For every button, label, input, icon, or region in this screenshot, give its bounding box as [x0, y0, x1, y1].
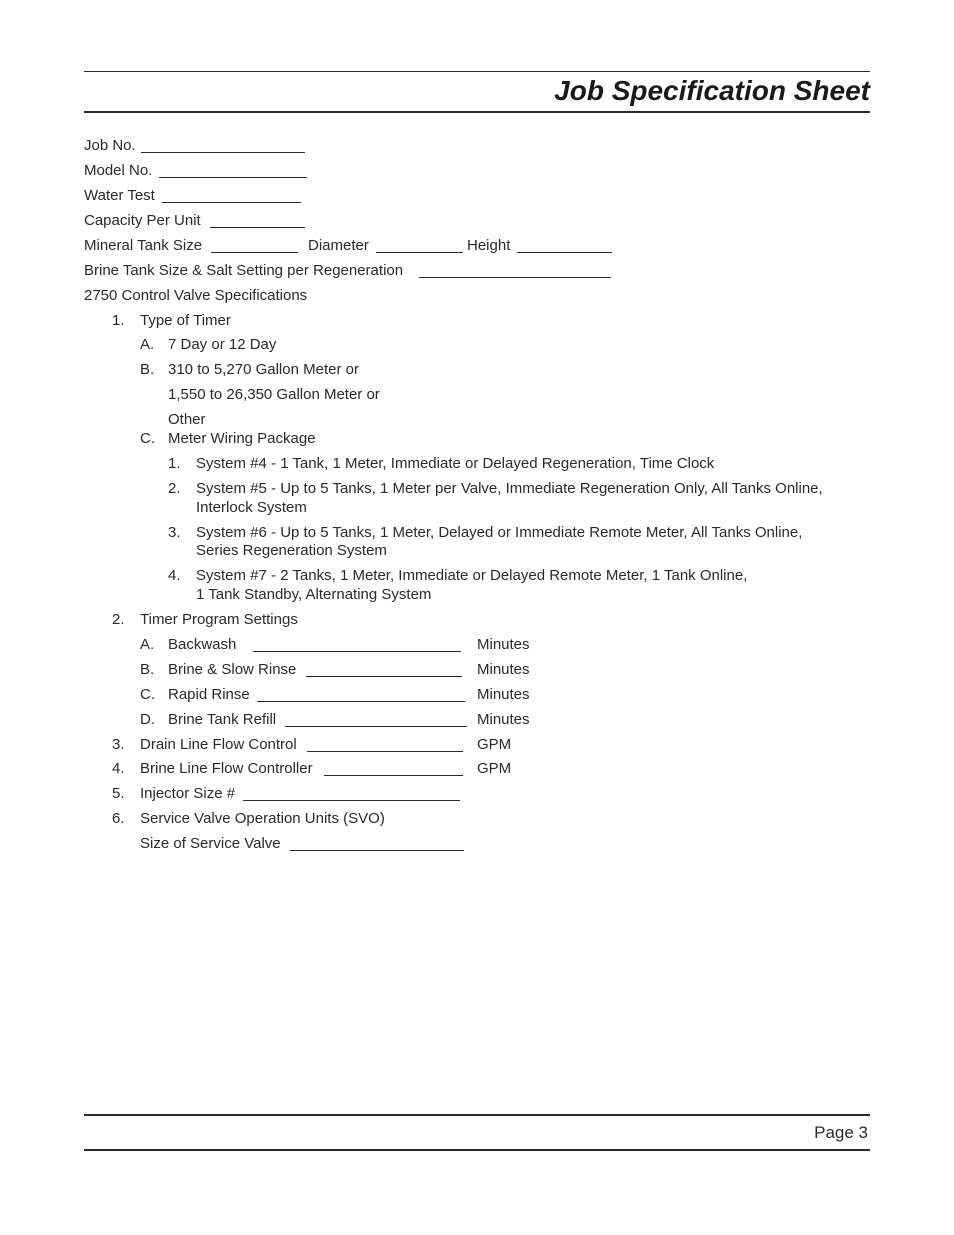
section-6-label: Service Valve Operation Units (SVO)	[140, 810, 385, 827]
system-line-1: System #5 - Up to 5 Tanks, 1 Meter per Valve, Immediate Regeneration Only, All Tanks Online,	[196, 480, 823, 497]
capacity-blank[interactable]	[210, 227, 305, 228]
drain-line-blank[interactable]	[307, 751, 463, 752]
setting-unit: Minutes	[477, 686, 530, 703]
capacity-label: Capacity Per Unit	[84, 212, 201, 229]
setting-unit: Minutes	[477, 661, 530, 678]
section-1-c-text: Meter Wiring Package	[168, 430, 316, 447]
section-1-b-letter: B.	[140, 361, 155, 378]
setting-label: Backwash	[168, 636, 237, 653]
section-6-sub-label: Size of Service Valve	[140, 835, 281, 852]
height-label: Height	[467, 237, 511, 254]
setting-label: Rapid Rinse	[168, 686, 250, 703]
setting-label: Brine & Slow Rinse	[168, 661, 297, 678]
setting-letter: A.	[140, 636, 155, 653]
diameter-label: Diameter	[308, 237, 369, 254]
mineral-tank-label: Mineral Tank Size	[84, 237, 203, 254]
diameter-blank[interactable]	[376, 252, 463, 253]
valve-specs-heading: 2750 Control Valve Specifications	[84, 287, 308, 304]
footer-top-rule	[84, 1114, 870, 1116]
setting-unit: Minutes	[477, 711, 530, 728]
section-4-label: Brine Line Flow Controller	[140, 760, 313, 777]
system-number: 1.	[168, 455, 181, 472]
section-2-number: 2.	[112, 611, 125, 628]
header-bottom-rule	[84, 111, 870, 113]
height-blank[interactable]	[517, 252, 612, 253]
footer-bottom-rule	[84, 1149, 870, 1151]
section-1-b-text-2: 1,550 to 26,350 Gallon Meter or	[168, 386, 380, 403]
section-4-number: 4.	[112, 760, 125, 777]
brine-slow-rinse-blank[interactable]	[306, 676, 462, 677]
system-line-1: System #6 - Up to 5 Tanks, 1 Meter, Delayed or Immediate Remote Meter, All Tanks Online,	[196, 524, 803, 541]
page-number: Page 3	[814, 1123, 868, 1142]
system-line-2: 1 Tank Standby, Alternating System	[196, 586, 432, 603]
section-2-label: Timer Program Settings	[140, 611, 298, 628]
brine-tank-blank[interactable]	[419, 277, 611, 278]
mineral-tank-blank[interactable]	[211, 252, 298, 253]
rapid-rinse-blank[interactable]	[257, 701, 465, 702]
section-1-b-text-3: Other	[168, 411, 206, 428]
section-5-label: Injector Size #	[140, 785, 236, 802]
section-1-a-letter: A.	[140, 336, 155, 353]
section-6-number: 6.	[112, 810, 125, 827]
page-title: Job Specification Sheet	[554, 75, 870, 106]
system-number: 4.	[168, 567, 181, 584]
section-3-unit: GPM	[477, 736, 512, 753]
brine-tank-label: Brine Tank Size & Salt Setting per Regeneration	[84, 262, 404, 279]
job-no-blank[interactable]	[141, 152, 305, 153]
setting-unit: Minutes	[477, 636, 530, 653]
model-no-blank[interactable]	[159, 177, 307, 178]
section-1-number: 1.	[112, 312, 125, 329]
job-no-label: Job No.	[84, 137, 136, 154]
system-line-2: Interlock System	[196, 499, 307, 516]
header-top-rule	[84, 71, 870, 72]
section-3-number: 3.	[112, 736, 125, 753]
setting-letter: C.	[140, 686, 155, 703]
model-no-label: Model No.	[84, 162, 153, 179]
system-number: 3.	[168, 524, 181, 541]
system-line-1: System #7 - 2 Tanks, 1 Meter, Immediate or Delayed Remote Meter, 1 Tank Online,	[196, 567, 748, 584]
system-line-1: System #4 - 1 Tank, 1 Meter, Immediate or Delayed Regeneration, Time Clock	[196, 455, 715, 472]
section-5-number: 5.	[112, 785, 125, 802]
water-test-blank[interactable]	[162, 202, 301, 203]
setting-label: Brine Tank Refill	[168, 711, 277, 728]
section-1-a-text: 7 Day or 12 Day	[168, 336, 277, 353]
section-1-label: Type of Timer	[140, 312, 231, 329]
system-line-2: Series Regeneration System	[196, 542, 387, 559]
section-3-label: Drain Line Flow Control	[140, 736, 297, 753]
section-1-b-text-1: 310 to 5,270 Gallon Meter or	[168, 361, 359, 378]
water-test-label: Water Test	[84, 187, 155, 204]
setting-letter: B.	[140, 661, 155, 678]
section-1-c-letter: C.	[140, 430, 155, 447]
setting-letter: D.	[140, 711, 155, 728]
injector-size-blank[interactable]	[243, 800, 460, 801]
brine-tank-refill-blank[interactable]	[285, 726, 467, 727]
service-valve-size-blank[interactable]	[290, 850, 464, 851]
brine-line-blank[interactable]	[324, 775, 463, 776]
system-number: 2.	[168, 480, 181, 497]
section-4-unit: GPM	[477, 760, 512, 777]
backwash-blank[interactable]	[253, 651, 461, 652]
